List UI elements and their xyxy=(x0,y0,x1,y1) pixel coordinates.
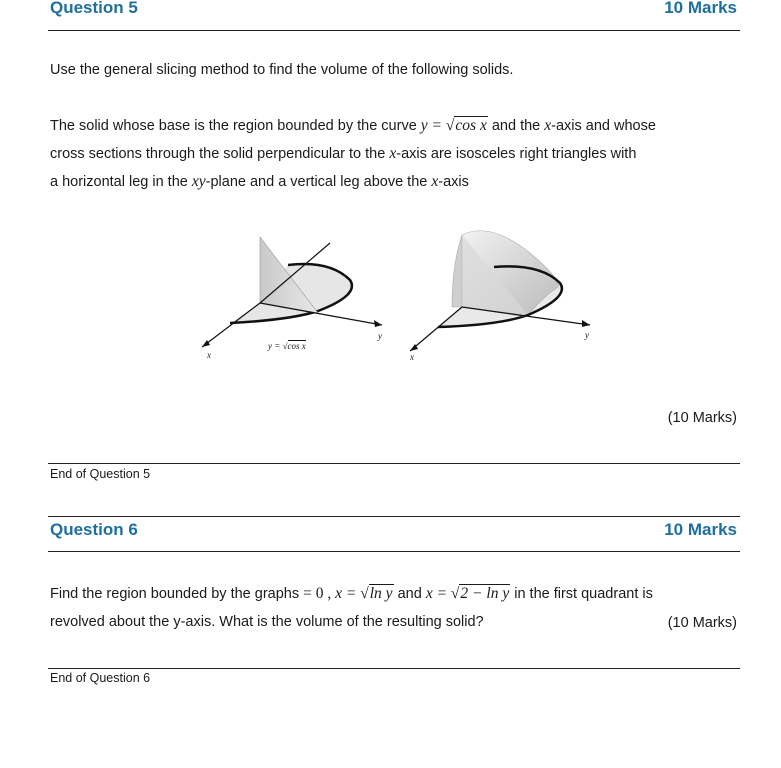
q6-marks-note: (10 Marks) xyxy=(667,615,737,631)
sqrt-2-lny: √2 − ln y xyxy=(450,585,510,602)
q6-top-rule xyxy=(48,516,740,517)
q6-header-rule xyxy=(48,551,740,552)
sqrt-lny: √ln y xyxy=(360,585,393,602)
right-x-label: x xyxy=(410,352,414,362)
left-solid xyxy=(202,237,382,347)
question-6-marks: 10 Marks xyxy=(664,520,737,539)
left-x-axis xyxy=(202,303,260,347)
question-6-title: Question 6 xyxy=(50,520,138,539)
q5-end-label: End of Question 5 xyxy=(50,467,151,481)
left-y-label: y xyxy=(378,331,382,341)
q6-line-2: revolved about the y-axis. What is the volume of the resulting solid? xyxy=(50,614,484,630)
curve-label: y = √cos x xyxy=(268,341,306,351)
q6-line-1: Find the region bounded by the graphs = 0 , x = √ln y and x = √2 − ln y in the first quadrant is xyxy=(50,580,750,608)
right-solid xyxy=(410,231,590,351)
sqrt-cosx: √cos x xyxy=(445,117,487,134)
q6-problem xyxy=(50,580,750,608)
q5-line-3: a horizontal leg in the xy-plane and a vertical leg above the x-axis xyxy=(50,173,469,190)
q6-end-rule xyxy=(48,668,740,669)
question-5-marks: 10 Marks xyxy=(664,0,737,17)
q5-marks-note: (10 Marks) xyxy=(667,410,737,426)
q5-end-rule xyxy=(48,463,740,464)
q6-end-label: End of Question 6 xyxy=(50,671,151,685)
right-x-axis xyxy=(410,307,462,351)
right-y-label: y xyxy=(585,330,589,340)
left-x-label: x xyxy=(207,350,211,360)
solid-figure xyxy=(190,225,610,370)
q5-line-2: cross sections through the solid perpendicular to the x-axis are isosceles right triangles with xyxy=(50,145,637,162)
header-rule xyxy=(48,30,740,31)
question-5-title: Question 5 xyxy=(50,0,138,17)
q5-line-1: The solid whose base is the region bounded by the curve y = √cos x and the x-axis and whose xyxy=(50,112,750,140)
instruction-text: Use the general slicing method to find the volume of the following solids. xyxy=(50,62,514,78)
q5-problem xyxy=(50,112,750,196)
